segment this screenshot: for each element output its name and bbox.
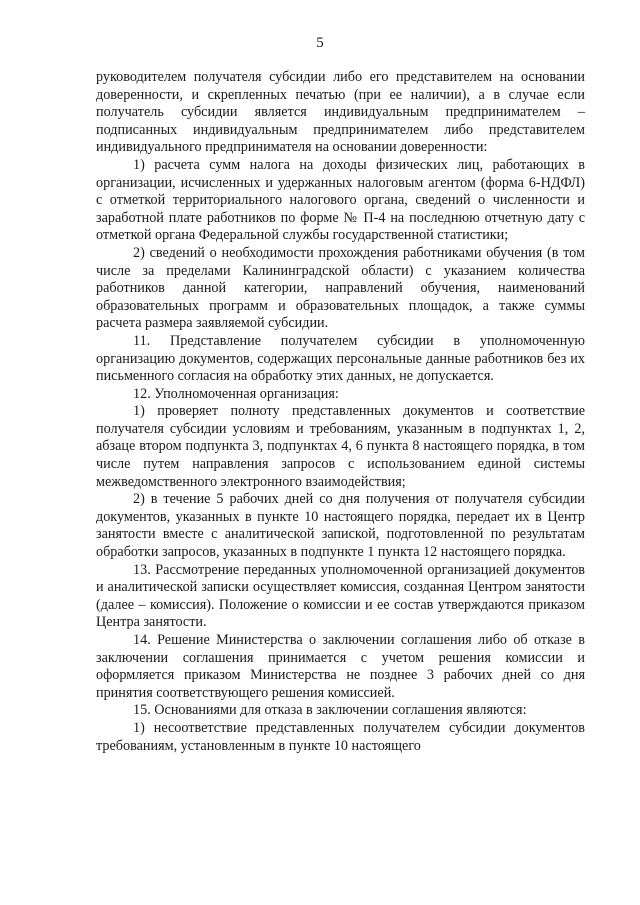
paragraph: 11. Представление получателем субсидии в уполномоченную организацию документов, содержащих персональные данные работников без их письменного согласия на обработку этих данных, не допускается. — [96, 332, 585, 385]
paragraph: 13. Рассмотрение переданных уполномоченной организацией документов и аналитической записки осуществляет комиссия, созданная Центром занятости (далее – комиссия). Положение о комиссии и ее состав утверждаются приказом Центра занятости. — [96, 561, 585, 631]
paragraph: 1) расчета сумм налога на доходы физических лиц, работающих в организации, исчисленных и удержанных налоговым агентом (форма 6-НДФЛ) с отметкой территориального налогового органа, сведений о численности и заработной плате работников по форме № П-4 на последнюю отчетную дату с отметкой органа Федеральной службы государственной статистики; — [96, 156, 585, 244]
paragraph: 1) несоответствие представленных получателем субсидии документов требованиям, установленным в пункте 10 настоящего — [96, 719, 585, 754]
paragraph: 2) сведений о необходимости прохождения работниками обучения (в том числе за пределами Калининградской области) с указанием количества работников данной категории, направлений обучения, наименований образовательных программ и образовательных площадок, а также суммы расчета размера заявляемой субсидии. — [96, 244, 585, 332]
paragraph: 1) проверяет полноту представленных документов и соответствие получателя субсидии условиям и требованиям, указанным в подпунктах 1, 2, абзаце втором подпункта 3, подпунктах 4, 6 пункта 8 настоящего порядка, в том числе путем направления запросов с использованием единой системы межведомственного электронного взаимодействия; — [96, 403, 585, 490]
paragraph: 12. Уполномоченная организация: — [133, 385, 339, 402]
paragraph: руководителем получателя субсидии либо его представителем на основании доверенности, и скрепленных печатью (при ее наличии), а в случае если получатель субсидии является индивидуальным предпринимателем – подписанных индивидуальным предпринимателем либо представителем индивидуального предпринимателя на основании доверенности: — [96, 69, 585, 156]
document-body — [96, 69, 585, 755]
paragraph: 15. Основаниями для отказа в заключении соглашения являются: — [133, 702, 527, 719]
paragraph: 2) в течение 5 рабочих дней со дня получения от получателя субсидии документов, указанных в пункте 10 настоящего порядка, передает их в Центр занятости вместе с аналитической запиской, подготовленной по результатам обработки запросов, указанных в подпункте 1 пункта 12 настоящего порядка. — [96, 491, 585, 561]
page-number: 5 — [316, 35, 324, 51]
paragraph: 14. Решение Министерства о заключении соглашения либо об отказе в заключении соглашения принимается с учетом решения комиссии и оформляется приказом Министерства не позднее 3 рабочих дней со дня принятия соответствующего решения комиссией. — [96, 632, 585, 701]
